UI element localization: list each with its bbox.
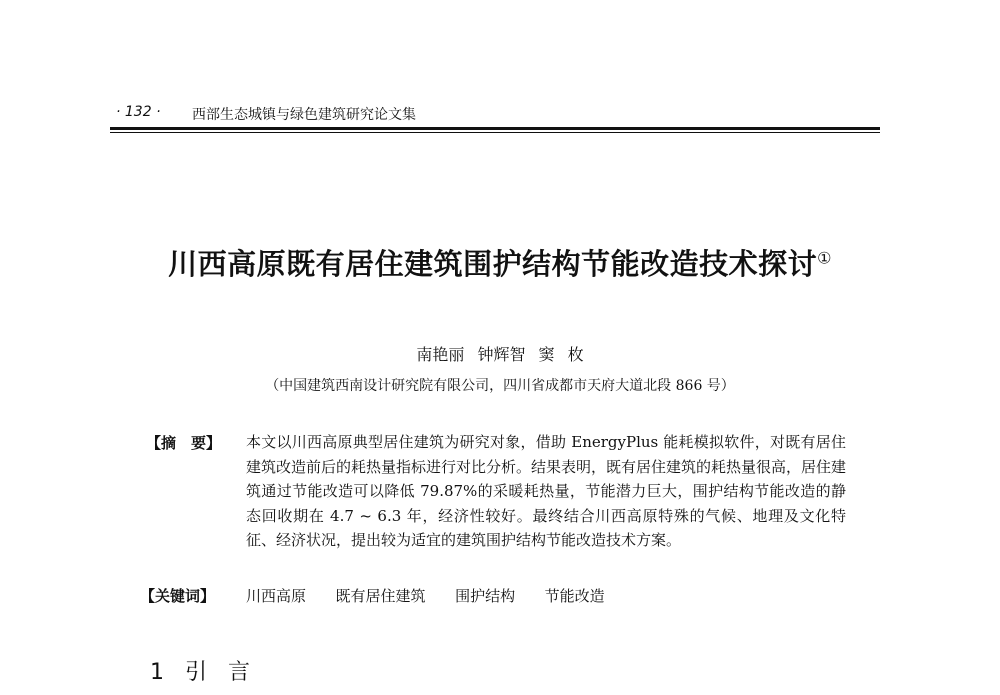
abstract-label: 【摘 要】 [146,434,222,452]
paper-title [0,242,1000,283]
paper-title-text: 川西高原既有居住建筑围护结构节能改造技术探讨 [168,247,818,281]
keywords-text: 川西高原 既有居住建筑 围护结构 节能改造 [246,587,605,605]
abstract-text: 本文以川西高原典型居住建筑为研究对象，借助 EnergyPlus 能耗模拟软件，对既有居住建筑改造前后的耗热量指标进行对比分析。结果表明，既有居住建筑的耗热量很高，居住建筑通过节能改造可以降低 79.87%的采暖耗热量，节能潜力巨大，围护结构节能改造的静态回收期在 4.7 ~ 6.3 年，经济性较好。最终结合川西高原特殊的气候、地理及文化特征、经济状况，提出较为适宜的建筑围护结构节能改造技术方案。 [246,433,847,550]
keywords-label: 【关键词】 [140,587,216,605]
running-header [110,98,880,124]
section-title-text: 引 言 [185,660,250,685]
section-number: 1 [150,660,164,685]
title-footnote-mark: ① [817,248,832,268]
affiliation: （中国建筑西南设计研究院有限公司，四川省成都市天府大道北段 866 号） [265,378,735,394]
page-number: · 132 · [116,104,161,120]
author-list: 南艳丽 钟辉智 窦 枚 [416,345,584,364]
section-heading [150,655,250,686]
running-title: 西部生态城镇与绿色建筑研究论文集 [192,107,416,123]
header-rule-thin [110,132,880,133]
header-rule-thick [110,127,880,130]
